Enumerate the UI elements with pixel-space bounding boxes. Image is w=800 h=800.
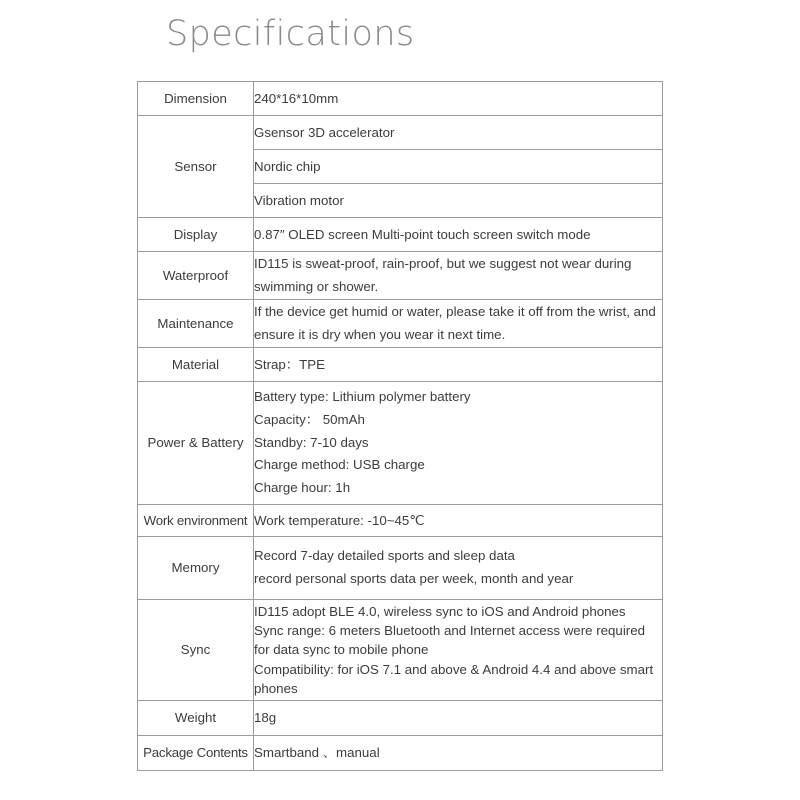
value-line: Charge hour: 1h [254,480,351,496]
value-paragraph: ID115 is sweat-proof, rain-proof, but we suggest not wear during swimming or shower. [254,255,632,294]
row-label-work-environment: Work environment [138,505,254,537]
row-label-package-contents: Package Contents [138,736,254,771]
table-row [138,300,663,348]
table-row [138,701,663,736]
row-label-power-battery: Power & Battery [138,382,254,505]
table-row [138,82,663,116]
row-value-power-battery [254,382,663,505]
row-value-memory [254,537,663,600]
value-line: Nordic chip [254,158,321,174]
row-label-waterproof: Waterproof [138,252,254,300]
value-line: Capacity： 50mAh [254,411,365,427]
row-value-dimension [254,82,663,116]
table-row [138,736,663,771]
row-label-sensor: Sensor [138,116,254,218]
row-value-material [254,348,663,382]
row-label-weight: Weight [138,701,254,736]
value-line: Charge method: USB charge [254,457,425,473]
value-line: Gsensor 3D accelerator [254,124,395,140]
table-row [138,600,663,701]
row-value-sensor-2 [254,150,663,184]
table-row [138,505,663,537]
row-label-dimension: Dimension [138,82,254,116]
row-value-maintenance [254,300,663,348]
value-line: Record 7-day detailed sports and sleep data [254,548,515,564]
value-line: Strap：TPE [254,356,325,372]
value-paragraph: Sync range: 6 meters Bluetooth and Internet access were required for data sync to mobile phone [254,623,645,658]
row-label-sync: Sync [138,600,254,701]
page-title: Specifications [166,14,415,54]
row-value-work-environment [254,505,663,537]
row-value-sensor-1 [254,116,663,150]
row-label-display: Display [138,218,254,252]
specifications-table [137,81,663,771]
table-row [138,348,663,382]
table-row [138,116,663,150]
row-value-waterproof [254,252,663,300]
row-label-material: Material [138,348,254,382]
value-line: Vibration motor [254,192,344,208]
value-paragraph: If the device get humid or water, please take it off from the wrist, and ensure it is dry when you wear it next time. [254,303,656,342]
table-row [138,537,663,600]
value-paragraph: ID115 adopt BLE 4.0, wireless sync to iOS and Android phones [254,603,626,619]
row-value-package-contents [254,736,663,771]
row-label-maintenance: Maintenance [138,300,254,348]
row-value-display [254,218,663,252]
value-line: 0.87″ OLED screen Multi-point touch screen switch mode [254,226,591,242]
table-row [138,218,663,252]
value-paragraph: Compatibility: for iOS 7.1 and above & Android 4.4 and above smart phones [254,661,654,696]
value-line: Standby: 7-10 days [254,434,369,450]
row-label-memory: Memory [138,537,254,600]
value-line: Battery type: Lithium polymer battery [254,388,471,404]
value-line: Work temperature: -10~45℃ [254,512,425,528]
row-value-sync [254,600,663,701]
value-line: 18g [254,710,277,726]
table-row [138,382,663,505]
row-value-sensor-3 [254,184,663,218]
row-value-weight [254,701,663,736]
value-line: record personal sports data per week, month and year [254,571,574,586]
table-row [138,252,663,300]
value-line: Smartband 、manual [254,745,380,761]
value-line: 240*16*10mm [254,90,339,106]
